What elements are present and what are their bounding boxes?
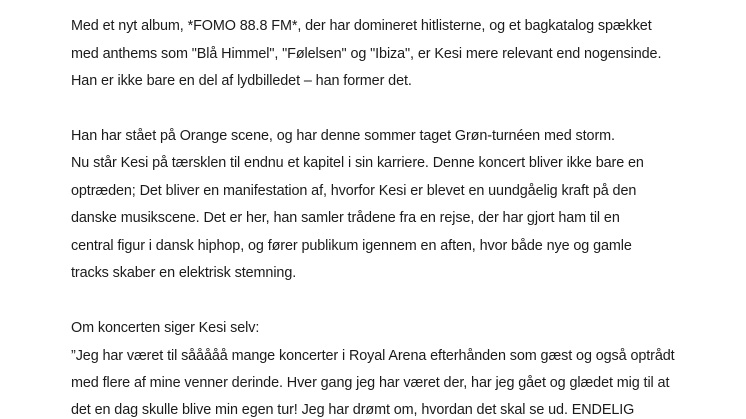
paragraph-1-line-2: med anthems som "Blå Himmel", "Følelsen" og "Ibiza", er Kesi mere relevant end nogensinde. [71,46,662,62]
paragraph-1-line-3: Han er ikke bare en del af lydbilledet – han former det. [71,73,412,89]
paragraph-2-line-1: Han har stået på Orange scene, og har denne sommer taget Grøn-turnéen med storm. [71,128,615,144]
paragraph-3-line-3: med flere af mine venner derinde. Hver gang jeg har været der, har jeg gået og glædet mig til at [71,375,670,391]
paragraph-2-line-5: central figur i dansk hiphop, og fører publikum igennem en aften, hvor både nye og gamle [71,238,632,254]
paragraph-2-line-3: optræden; Det bliver en manifestation af, hvorfor Kesi er blevet en uundgåelig kraft på den [71,183,637,199]
paragraph-3-line-2: ”Jeg har været til sååååå mange koncerter i Royal Arena efterhånden som gæst og også optrådt [71,348,675,364]
paragraph-2-line-6: tracks skaber en elektrisk stemning. [71,265,297,281]
paragraph-3-line-1: Om koncerten siger Kesi selv: [71,320,260,336]
paragraph-1-line-1: Med et nyt album, *FOMO 88.8 FM*, der har domineret hitlisterne, og et bagkatalog spækket [71,18,652,34]
paragraph-3-line-4: det en dag skulle blive min egen tur! Jeg har drømt om, hvordan det skal se ud. ENDELIG [71,402,635,418]
paragraph-2-line-2: Nu står Kesi på tærsklen til endnu et kapitel i sin karriere. Denne koncert bliver ikke bare en [71,155,644,171]
paragraph-2-line-4: danske musikscene. Det er her, han samler trådene fra en rejse, der har gjort ham til en [71,210,620,226]
